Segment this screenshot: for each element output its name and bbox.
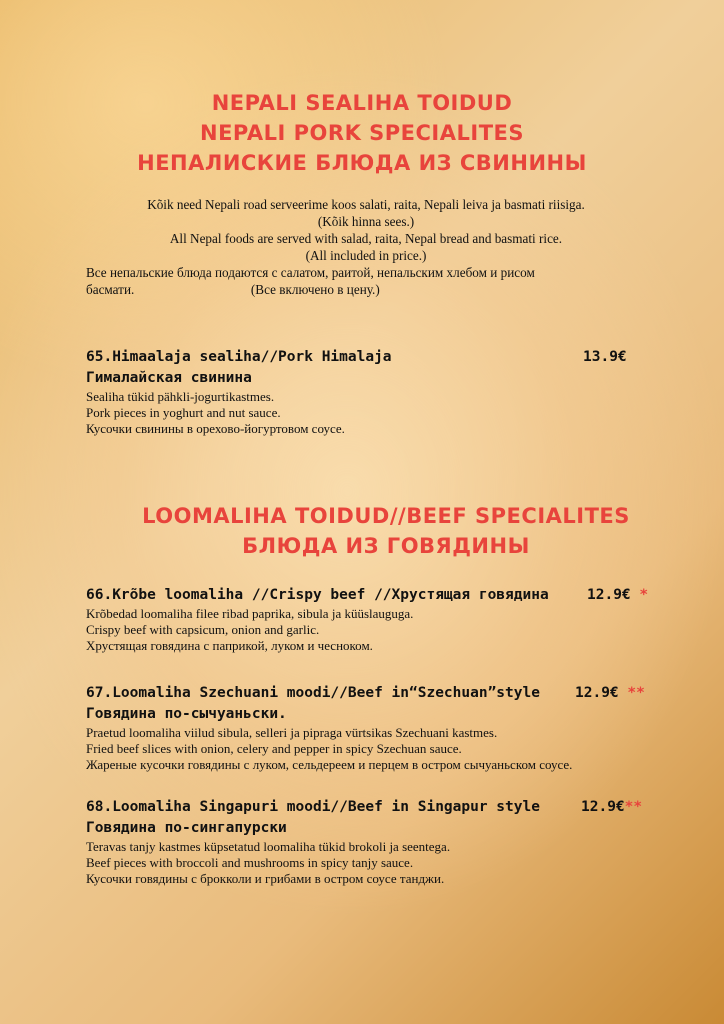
dish-title: 66.Krõbe loomaliha //Crispy beef //Хрустящая говядина [86,587,549,603]
dish-desc-ru: Хрустящая говядина с паприкой, луком и чесноком. [86,638,373,653]
dish-price: 12.9€ [581,799,625,815]
pork-title-en: NEPALI PORK SPECIALITES [200,121,524,145]
dish-price: 13.9€ [583,349,627,365]
pork-section-heading [0,88,724,178]
dish-desc-et: Krõbedad loomaliha filee ribad paprika, sibula ja küüslauguga. [86,606,414,621]
dish-price: 12.9€ [575,685,619,701]
dish-subtitle: Гималайская свинина [86,370,252,386]
dish-desc-et: Praetud loomaliha viilud sibula, selleri ja pipraga vürtsikas Szechuani kastmes. [86,725,498,740]
serving-info-ru-2: басмати. [86,282,135,297]
dish-title: 68.Loomaliha Singapuri moodi//Beef in Singapur style [86,799,540,815]
spicy-rating: ** [627,685,645,701]
dish-title: 67.Loomaliha Szechuani moodi//Beef in“Szechuan”style [86,685,540,701]
included-note-ru: (Все включено в цену.) [250,282,380,297]
menu-item-68 [86,797,656,887]
spicy-rating: ** [624,799,643,815]
serving-info-et: Kõik need Nepali road serveerime koos salati, raita, Nepali leiva ja basmati riisiga. [147,197,585,212]
menu-item-65 [86,347,656,437]
serving-info-en: All Nepal foods are served with salad, raita, Nepal bread and basmati rice. [169,231,563,246]
dish-desc-en: Beef pieces with broccoli and mushrooms in spicy tanjy sauce. [86,855,414,870]
dish-title: 65.Himaalaja sealiha//Pork Himalaja [86,349,392,365]
dish-desc-en: Crispy beef with capsicum, onion and garlic. [86,622,320,637]
dish-subtitle: Говядина по-сычуаньски. [86,706,287,722]
spicy-rating: * [639,587,649,603]
dish-desc-et: Sealiha tükid pähkli-jogurtikastmes. [86,389,275,404]
beef-title-line1: LOOMALIHA TOIDUD//BEEF SPECIALITES [142,504,630,528]
dish-desc-en: Fried beef slices with onion, celery and pepper in spicy Szechuan sauce. [86,741,462,756]
dish-desc-en: Pork pieces in yoghurt and nut sauce. [86,405,281,420]
menu-item-66 [86,585,656,654]
dish-subtitle: Говядина по-сингапурски [86,820,287,836]
pork-title-et: NEPALI SEALIHA TOIDUD [211,91,513,115]
dish-desc-ru: Жареные кусочки говядины с луком, сельдереем и перцем в остром сычуаньском соусе. [86,757,573,772]
dish-desc-ru: Кусочки говядины с брокколи и грибами в остром соусе танджи. [86,871,445,886]
menu-item-67 [86,683,656,773]
beef-section-heading [24,501,724,561]
serving-info-ru-1: Все непальские блюда подаются с салатом, раитой, непальским хлебом и рисом [86,265,535,280]
included-note-et: (Kõik hinna sees.) [317,214,415,229]
included-note-en: (All included in price.) [305,248,427,263]
dish-desc-ru: Кусочки свинины в орехово-йогуртовом соусе. [86,421,345,436]
beef-title-line2: БЛЮДА ИЗ ГОВЯДИНЫ [242,534,530,558]
serving-info [86,196,646,298]
dish-desc-et: Teravas tanjy kastmes küpsetatud loomaliha tükid brokoli ja seentega. [86,839,451,854]
dish-price: 12.9€ [587,587,631,603]
pork-title-ru: НЕПАЛИСКИЕ БЛЮДА ИЗ СВИНИНЫ [137,151,587,175]
